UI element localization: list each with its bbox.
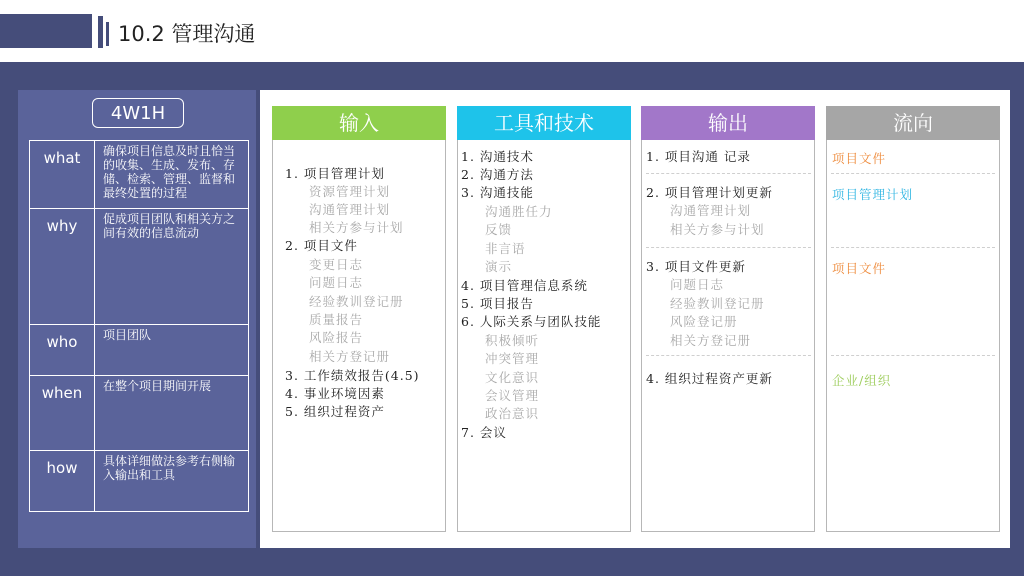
input-item: 1. 项目管理计划 [285, 166, 385, 181]
divider [831, 247, 995, 248]
output-subitem: 相关方参与计划 [670, 222, 765, 237]
row-value-why: 促成项目团队和相关方之间有效的信息流动 [95, 209, 249, 325]
row-key-how: how [46, 459, 78, 477]
output-column [641, 106, 815, 532]
tools-subitem: 非言语 [485, 241, 526, 256]
tools-subitem: 冲突管理 [485, 351, 540, 366]
row-value-when: 在整个项目期间开展 [95, 376, 249, 451]
flow-header: 流向 [826, 106, 1000, 140]
row-value-who: 项目团队 [95, 325, 249, 376]
tools-item: 4. 项目管理信息系统 [461, 278, 588, 293]
table-row [30, 451, 249, 512]
row-value-how: 具体详细做法参考右侧输入输出和工具 [95, 451, 249, 512]
page-title: 10.2 管理沟通 [118, 22, 256, 46]
input-subitem: 质量报告 [309, 312, 364, 327]
input-column [272, 106, 446, 532]
divider [831, 173, 995, 174]
divider [646, 247, 811, 248]
tools-header: 工具和技术 [457, 106, 631, 140]
input-item: 5. 组织过程资产 [285, 404, 385, 419]
flow-item: 项目管理计划 [832, 187, 914, 202]
flow-item: 项目文件 [832, 261, 887, 276]
tools-item: 5. 项目报告 [461, 296, 534, 311]
tools-subitem: 沟通胜任力 [485, 204, 553, 219]
input-header: 输入 [272, 106, 446, 140]
tools-subitem: 文化意识 [485, 370, 540, 385]
table-row [30, 209, 249, 325]
title-accent-bar [0, 14, 92, 48]
row-value-what: 确保项目信息及时且恰当的收集、生成、发布、存储、检索、管理、监督和最终处置的过程 [95, 141, 249, 209]
tools-item: 6. 人际关系与团队技能 [461, 314, 602, 329]
output-subitem: 沟通管理计划 [670, 203, 752, 218]
input-subitem: 相关方登记册 [309, 349, 391, 364]
4w1h-badge: 4W1H [92, 98, 184, 128]
row-key-what: what [43, 149, 81, 167]
divider [646, 355, 811, 356]
tools-item: 3. 沟通技能 [461, 185, 534, 200]
row-key-why: why [46, 217, 78, 235]
4w1h-table [29, 140, 249, 512]
tools-subitem: 积极倾听 [485, 333, 540, 348]
table-row [30, 141, 249, 209]
output-subitem: 问题日志 [670, 277, 725, 292]
output-item: 2. 项目管理计划更新 [646, 185, 773, 200]
output-header: 输出 [641, 106, 815, 140]
output-item: 1. 项目沟通 记录 [646, 149, 751, 164]
tools-subitem: 演示 [485, 259, 513, 274]
output-subitem: 风险登记册 [670, 314, 738, 329]
tools-item: 1. 沟通技术 [461, 149, 534, 164]
input-subitem: 经验教训登记册 [309, 294, 404, 309]
title-accent-tick [98, 16, 103, 48]
input-item: 3. 工作绩效报告(4.5) [285, 368, 420, 383]
tools-subitem: 会议管理 [485, 388, 540, 403]
tools-item: 7. 会议 [461, 425, 507, 440]
input-subitem: 风险报告 [309, 330, 364, 345]
input-subitem: 相关方参与计划 [309, 220, 404, 235]
input-item: 4. 事业环境因素 [285, 386, 385, 401]
tools-item: 2. 沟通方法 [461, 167, 534, 182]
output-subitem: 经验教训登记册 [670, 296, 765, 311]
input-subitem: 变更日志 [309, 257, 364, 272]
table-row [30, 376, 249, 451]
tools-subitem: 反馈 [485, 222, 513, 237]
output-subitem: 相关方登记册 [670, 333, 752, 348]
divider [646, 173, 811, 174]
output-item: 4. 组织过程资产更新 [646, 371, 773, 386]
tools-column [457, 106, 631, 532]
row-key-when: when [41, 384, 83, 402]
title-accent-tick-thin [106, 22, 109, 46]
row-key-who: who [46, 333, 78, 351]
divider [831, 355, 995, 356]
input-item: 2. 项目文件 [285, 238, 358, 253]
tools-subitem: 政治意识 [485, 406, 540, 421]
output-item: 3. 项目文件更新 [646, 259, 746, 274]
input-subitem: 资源管理计划 [309, 184, 391, 199]
flow-column [826, 106, 1000, 532]
flow-item: 企业/组织 [832, 373, 892, 388]
input-subitem: 问题日志 [309, 275, 364, 290]
table-row [30, 325, 249, 376]
input-subitem: 沟通管理计划 [309, 202, 391, 217]
flow-item: 项目文件 [832, 151, 887, 166]
